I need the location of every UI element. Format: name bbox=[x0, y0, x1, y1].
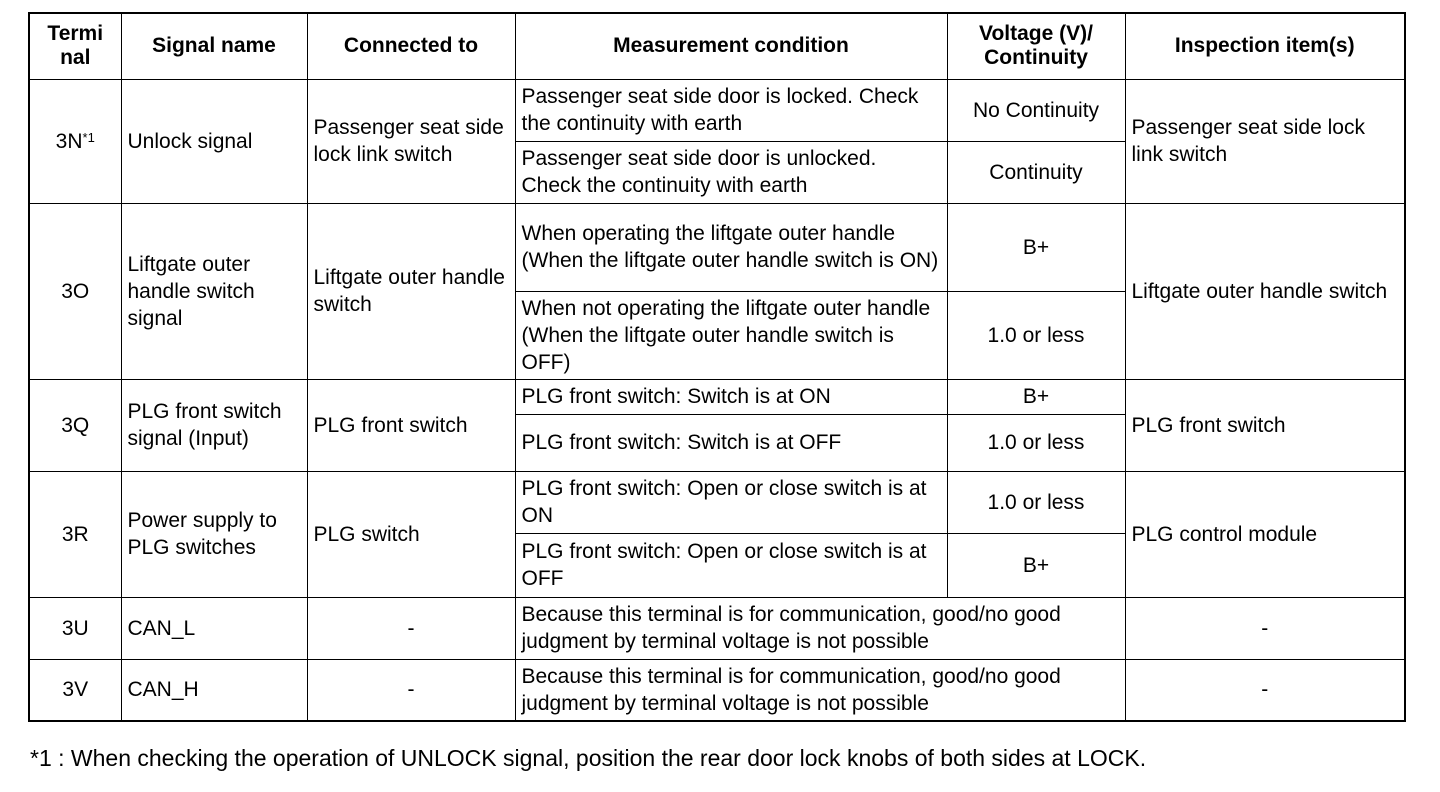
table-row bbox=[29, 379, 1405, 414]
value-cell: B+ bbox=[947, 533, 1125, 597]
signal-name-cell: Unlock signal bbox=[121, 79, 307, 203]
terminal-cell: 3V bbox=[29, 659, 121, 721]
connected-to-cell: Passenger seat side lock link switch bbox=[307, 79, 515, 203]
condition-cell: PLG front switch: Switch is at ON bbox=[515, 379, 947, 414]
table-row bbox=[29, 597, 1405, 659]
connected-to-cell: PLG front switch bbox=[307, 379, 515, 471]
condition-cell: PLG front switch: Open or close switch is at OFF bbox=[515, 533, 947, 597]
terminal-inspection-table bbox=[28, 12, 1406, 722]
inspection-cell: Liftgate outer handle switch bbox=[1125, 203, 1405, 379]
value-cell: Continuity bbox=[947, 141, 1125, 203]
inspection-cell: - bbox=[1125, 597, 1405, 659]
signal-name-cell: CAN_H bbox=[121, 659, 307, 721]
condition-cell: Passenger seat side door is locked. Check the continuity with earth bbox=[515, 79, 947, 141]
value-cell: 1.0 or less bbox=[947, 471, 1125, 533]
inspection-cell: Passenger seat side lock link switch bbox=[1125, 79, 1405, 203]
condition-cell: PLG front switch: Switch is at OFF bbox=[515, 414, 947, 471]
signal-name-cell: PLG front switch signal (Input) bbox=[121, 379, 307, 471]
header-inspection-items: Inspection item(s) bbox=[1125, 13, 1405, 79]
header-voltage-continuity: Voltage (V)/ Continuity bbox=[947, 13, 1125, 79]
condition-cell: When operating the liftgate outer handle (When the liftgate outer handle switch is ON) bbox=[515, 203, 947, 291]
footnote: *1 : When checking the operation of UNLOCK signal, position the rear door lock knobs of both sides at LOCK. bbox=[30, 745, 1147, 771]
table-row bbox=[29, 203, 1405, 291]
connected-to-cell: - bbox=[307, 659, 515, 721]
condition-cell: When not operating the liftgate outer handle (When the liftgate outer handle switch is OFF) bbox=[515, 291, 947, 379]
condition-cell: Because this terminal is for communication, good/no good judgment by terminal voltage is not possible bbox=[515, 597, 1125, 659]
connected-to-cell: PLG switch bbox=[307, 471, 515, 597]
table-row bbox=[29, 471, 1405, 533]
signal-name-cell: Power supply to PLG switches bbox=[121, 471, 307, 597]
terminal-cell: 3O bbox=[29, 203, 121, 379]
condition-cell: PLG front switch: Open or close switch is at ON bbox=[515, 471, 947, 533]
header-measurement-condition: Measurement condition bbox=[515, 13, 947, 79]
terminal-cell: 3R bbox=[29, 471, 121, 597]
value-cell: No Continuity bbox=[947, 79, 1125, 141]
inspection-cell: PLG control module bbox=[1125, 471, 1405, 597]
value-cell: B+ bbox=[947, 379, 1125, 414]
connected-to-cell: - bbox=[307, 597, 515, 659]
inspection-cell: PLG front switch bbox=[1125, 379, 1405, 471]
value-cell: 1.0 or less bbox=[947, 291, 1125, 379]
header-signal-name: Signal name bbox=[121, 13, 307, 79]
footnote-marker: *1 bbox=[82, 129, 95, 145]
header-connected-to: Connected to bbox=[307, 13, 515, 79]
terminal-cell: 3Q bbox=[29, 379, 121, 471]
header-terminal: Termi nal bbox=[29, 13, 121, 79]
connected-to-cell: Liftgate outer handle switch bbox=[307, 203, 515, 379]
terminal-id: 3N bbox=[55, 129, 83, 153]
signal-name-cell: Liftgate outer handle switch signal bbox=[121, 203, 307, 379]
inspection-cell: - bbox=[1125, 659, 1405, 721]
terminal-cell: 3U bbox=[29, 597, 121, 659]
table-row bbox=[29, 659, 1405, 721]
condition-cell: Because this terminal is for communication, good/no good judgment by terminal voltage is not possible bbox=[515, 659, 1125, 721]
header-row bbox=[29, 13, 1405, 79]
value-cell: 1.0 or less bbox=[947, 414, 1125, 471]
table-row bbox=[29, 79, 1405, 141]
signal-name-cell: CAN_L bbox=[121, 597, 307, 659]
terminal-cell bbox=[29, 79, 121, 203]
condition-cell: Passenger seat side door is unlocked. Check the continuity with earth bbox=[515, 141, 947, 203]
value-cell: B+ bbox=[947, 203, 1125, 291]
